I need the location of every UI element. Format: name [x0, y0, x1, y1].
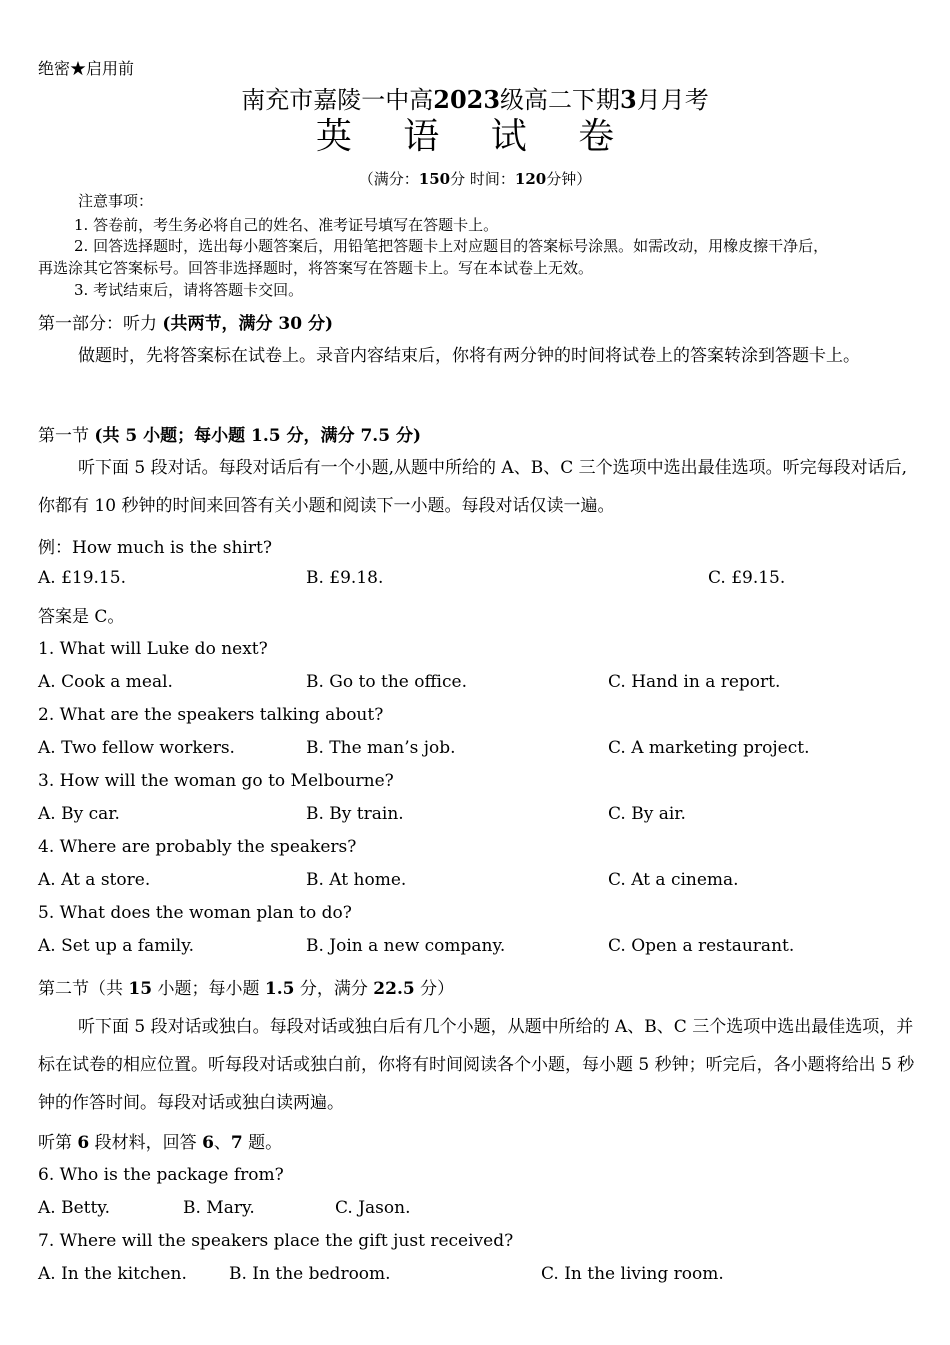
- section2-total-points: 22.5: [373, 979, 415, 999]
- meta-time: 120: [514, 170, 547, 188]
- meta-suffix: 分钟）: [546, 170, 592, 188]
- example-question: 例：How much is the shirt?: [38, 538, 272, 558]
- q3-option-a: A. By car.: [38, 804, 120, 824]
- meta-score: 150: [418, 170, 451, 188]
- q2-option-a: A. Two fellow workers.: [38, 738, 235, 758]
- title-year: 2023: [433, 85, 501, 114]
- section2-point-each: 1.5: [264, 979, 295, 999]
- meta-prefix: （满分：: [358, 170, 419, 188]
- q6-option-b: B. Mary.: [183, 1198, 255, 1218]
- section1-instruction: 听下面 5 段对话。每段对话后有一个小题,从题中所给的 A、B、C 三个选项中选出最佳选项。听完每段对话后,你都有 10 秒钟的时间来回答有关小题和阅读下一小题。每段对话仅读一遍。: [38, 458, 908, 516]
- material-question-end: 7: [230, 1133, 243, 1153]
- section2-heading-suffix: 分）: [414, 979, 455, 999]
- section2-heading-label: 第二节（共: [38, 979, 129, 999]
- section1-heading-label: 第一节: [38, 426, 95, 446]
- section1-heading-detail: (共 5 小题；每小题 1.5 分，满分 7.5 分): [94, 426, 421, 446]
- title-suffix: 月月考: [636, 86, 709, 114]
- question-1: 1. What will Luke do next?: [38, 639, 268, 659]
- q2-option-c: C. A marketing project.: [608, 738, 810, 758]
- note-item: 2. 回答选择题时，选出每小题答案后，用铅笔把答题卡上对应题目的答案标号涂黑。如需改动，用橡皮擦干净后，: [74, 237, 829, 255]
- material-separator: 、: [213, 1133, 231, 1153]
- q4-option-b: B. At home.: [306, 870, 407, 890]
- section2-question-count: 15: [128, 979, 153, 999]
- material-label-pre: 听第: [38, 1133, 78, 1153]
- notes-heading: 注意事项：: [78, 192, 154, 210]
- section1-heading: [38, 421, 421, 446]
- q1-option-c: C. Hand in a report.: [608, 672, 781, 692]
- material-number: 6: [77, 1133, 90, 1153]
- material-label-mid: 段材料，回答: [89, 1133, 203, 1153]
- q3-option-b: B. By train.: [306, 804, 404, 824]
- question-5: 5. What does the woman plan to do?: [38, 903, 352, 923]
- exam-meta: [0, 168, 950, 189]
- q4-option-c: C. At a cinema.: [608, 870, 739, 890]
- question-7: 7. Where will the speakers place the gift just received?: [38, 1231, 514, 1251]
- example-answer: 答案是 C。: [38, 607, 125, 627]
- section2-heading-mid1: 小题；每小题: [152, 979, 265, 999]
- q3-option-c: C. By air.: [608, 804, 686, 824]
- material-6-heading: [38, 1128, 282, 1153]
- example-option-b: B. £9.18.: [306, 568, 384, 588]
- part1-heading-detail: (共两节，满分 30 分): [162, 314, 333, 334]
- question-3: 3. How will the woman go to Melbourne?: [38, 771, 394, 791]
- section2-instruction: 听下面 5 段对话或独白。每段对话或独白后有几个小题，从题中所给的 A、B、C 三个选项中选出最佳选项，并标在试卷的相应位置。听每段对话或独白前，你将有时间阅读各个小题，每小题 5 秒钟；听完后，各小题将给出 5 秒钟的作答时间。每段对话或独白读两遍。: [38, 1017, 915, 1113]
- question-6: 6. Who is the package from?: [38, 1165, 284, 1185]
- section2-heading: [38, 974, 454, 999]
- q7-option-b: B. In the bedroom.: [229, 1264, 391, 1284]
- part1-instruction: 做题时，先将答案标在试卷上。录音内容结束后，你将有两分钟的时间将试卷上的答案转涂到答题卡上。: [78, 346, 860, 366]
- question-4: 4. Where are probably the speakers?: [38, 837, 357, 857]
- confidential-mark: 绝密★启用前: [38, 59, 135, 78]
- material-label-post: 题。: [242, 1133, 283, 1153]
- note-item: 3. 考试结束后，请将答题卡交回。: [74, 281, 304, 299]
- section2-heading-mid2: 分，满分: [294, 979, 374, 999]
- part1-heading: [38, 309, 333, 334]
- q2-option-b: B. The man’s job.: [306, 738, 456, 758]
- material-question-start: 6: [202, 1133, 214, 1153]
- title-middle: 级高二下期: [500, 86, 621, 114]
- q6-option-c: C. Jason.: [335, 1198, 411, 1218]
- part1-heading-label: 第一部分：听力: [38, 314, 163, 334]
- meta-middle: 分 时间：: [450, 170, 515, 188]
- title-month: 3: [620, 85, 637, 114]
- question-2: 2. What are the speakers talking about?: [38, 705, 384, 725]
- q4-option-a: A. At a store.: [38, 870, 151, 890]
- q5-option-a: A. Set up a family.: [38, 936, 194, 956]
- note-item: 再选涂其它答案标号。回答非选择题时，将答案写在答题卡上。写在本试卷上无效。: [38, 259, 594, 277]
- q1-option-b: B. Go to the office.: [306, 672, 467, 692]
- example-option-a: A. £19.15.: [38, 568, 126, 588]
- q5-option-c: C. Open a restaurant.: [608, 936, 795, 956]
- q7-option-a: A. In the kitchen.: [38, 1264, 187, 1284]
- title-prefix: 南充市嘉陵一中高: [241, 86, 434, 114]
- example-option-c: C. £9.15.: [708, 568, 786, 588]
- q5-option-b: B. Join a new company.: [306, 936, 506, 956]
- q7-option-c: C. In the living room.: [541, 1264, 724, 1284]
- subject-title: 英 语 试 卷: [315, 116, 635, 157]
- q1-option-a: A. Cook a meal.: [38, 672, 173, 692]
- q6-option-a: A. Betty.: [38, 1198, 111, 1218]
- note-item: 1. 答卷前，考生务必将自己的姓名、准考证号填写在答题卡上。: [74, 216, 499, 234]
